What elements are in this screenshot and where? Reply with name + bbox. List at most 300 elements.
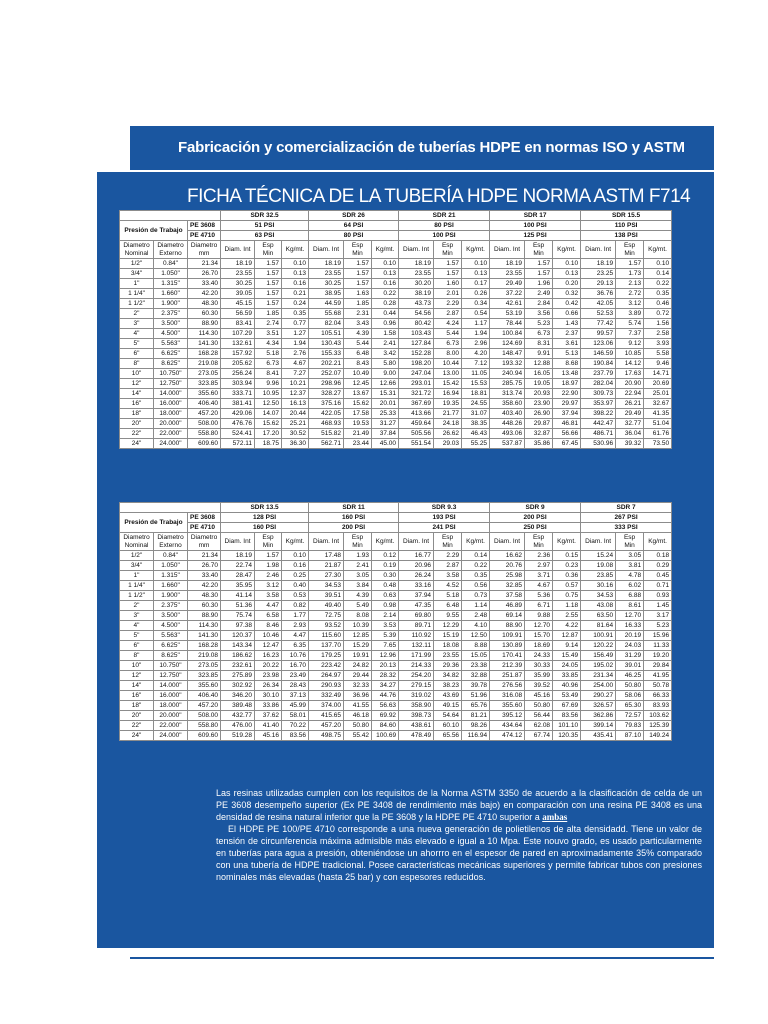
table-row xyxy=(120,329,672,339)
cell-value: 0.73 xyxy=(462,591,490,601)
cell-value: 353.97 xyxy=(581,399,616,409)
cell-value: 362.86 xyxy=(581,711,616,721)
cell-value: 23.55 xyxy=(309,269,344,279)
cell-value: 0.13 xyxy=(462,269,490,279)
cell-value: 58.06 xyxy=(616,691,644,701)
cell-value: 16.94 xyxy=(434,389,462,399)
cell-value: 43.08 xyxy=(581,601,616,611)
cell-value: 36.04 xyxy=(616,429,644,439)
cell-value: 0.35 xyxy=(644,289,672,299)
cell-value: 2.74 xyxy=(255,319,282,329)
cell-nominal: 1 1/2" xyxy=(120,591,154,601)
table-row xyxy=(120,259,672,269)
cell-value: 1.18 xyxy=(553,601,581,611)
table-row xyxy=(120,731,672,741)
cell-value: 1.57 xyxy=(255,259,282,269)
psi-pe3608: 100 PSI xyxy=(490,221,581,231)
cell-value: 1.57 xyxy=(525,269,553,279)
col-kg-mt: Kg/mt. xyxy=(462,241,490,259)
cell-value: 8.46 xyxy=(255,621,282,631)
cell-value: 15.62 xyxy=(255,419,282,429)
cell-value: 41.40 xyxy=(255,721,282,731)
cell-value: 30.10 xyxy=(255,691,282,701)
col-diam-int: Diam. Int xyxy=(221,533,255,551)
cell-value: 316.08 xyxy=(490,691,525,701)
cell-nominal: 3" xyxy=(120,319,154,329)
cell-value: 8.00 xyxy=(434,349,462,359)
cell-value: 6.48 xyxy=(434,601,462,611)
cell-value: 20.13 xyxy=(372,661,399,671)
cell-value: 2.14 xyxy=(372,611,399,621)
cell-value: 1.94 xyxy=(282,339,309,349)
cell-value: 8.61 xyxy=(616,601,644,611)
cell-value: 0.16 xyxy=(282,561,309,571)
table-row xyxy=(120,309,672,319)
cell-value: 120.35 xyxy=(553,731,581,741)
cell-value: 123.06 xyxy=(581,339,616,349)
cell-value: 1.57 xyxy=(434,259,462,269)
psi-pe3608: 110 PSI xyxy=(581,221,672,231)
cell-externo: 1.050" xyxy=(154,561,188,571)
cell-value: 7.65 xyxy=(372,641,399,651)
cell-value: 413.66 xyxy=(399,409,434,419)
cell-value: 130.43 xyxy=(309,339,344,349)
cell-value: 84.60 xyxy=(372,721,399,731)
cell-value: 0.14 xyxy=(644,269,672,279)
psi-pe3608: 200 PSI xyxy=(490,513,581,523)
header-row-sdr xyxy=(120,503,672,513)
cell-value: 63.50 xyxy=(581,611,616,621)
description-text xyxy=(216,787,702,883)
cell-value: 56.63 xyxy=(372,701,399,711)
cell-value: 29.44 xyxy=(344,671,372,681)
pressure-label: Presión de Trabajo xyxy=(120,513,188,533)
cell-value: 537.87 xyxy=(490,439,525,449)
cell-value: 83.41 xyxy=(221,319,255,329)
cell-value: 132.61 xyxy=(221,339,255,349)
cell-value: 34.82 xyxy=(434,671,462,681)
cell-value: 19.08 xyxy=(581,561,616,571)
cell-value: 1.73 xyxy=(616,269,644,279)
cell-value: 43.73 xyxy=(399,299,434,309)
cell-value: 3.05 xyxy=(616,551,644,561)
cell-value: 442.47 xyxy=(581,419,616,429)
cell-mm: 88.90 xyxy=(188,319,221,329)
cell-value: 10.76 xyxy=(282,651,309,661)
col-esp-min: Esp Min xyxy=(525,241,553,259)
cell-value: 3.17 xyxy=(644,611,672,621)
col-esp-min: Esp Min xyxy=(255,533,282,551)
table-row xyxy=(120,319,672,329)
cell-externo: 16.000" xyxy=(154,691,188,701)
col-esp-min: Esp Min xyxy=(255,241,282,259)
col-kg-mt: Kg/mt. xyxy=(282,241,309,259)
cell-value: 5.44 xyxy=(344,339,372,349)
cell-value: 45.16 xyxy=(255,731,282,741)
cell-value: 51.36 xyxy=(221,601,255,611)
table-row xyxy=(120,339,672,349)
table-row xyxy=(120,671,672,681)
cell-value: 0.45 xyxy=(644,571,672,581)
cell-value: 21.49 xyxy=(344,429,372,439)
cell-value: 3.53 xyxy=(372,621,399,631)
cell-value: 2.37 xyxy=(553,329,581,339)
cell-value: 0.10 xyxy=(372,259,399,269)
cell-nominal: 22" xyxy=(120,429,154,439)
cell-value: 3.61 xyxy=(553,339,581,349)
cell-value: 17.63 xyxy=(616,369,644,379)
cell-value: 28.43 xyxy=(282,681,309,691)
cell-value: 15.05 xyxy=(462,651,490,661)
cell-value: 493.06 xyxy=(490,429,525,439)
cell-value: 1.43 xyxy=(553,319,581,329)
cell-value: 149.24 xyxy=(644,731,672,741)
cell-mm: 26.70 xyxy=(188,269,221,279)
psi-pe4710: 160 PSI xyxy=(221,523,309,533)
cell-value: 44.59 xyxy=(309,299,344,309)
cell-value: 0.22 xyxy=(372,289,399,299)
col-diam-int: Diam. Int xyxy=(490,533,525,551)
cell-value: 15.19 xyxy=(434,631,462,641)
cell-value: 505.56 xyxy=(399,429,434,439)
col-kg-mt: Kg/mt. xyxy=(372,241,399,259)
cell-nominal: 8" xyxy=(120,359,154,369)
pe4710-label: PE 4710 xyxy=(188,231,221,241)
cell-externo: 14.000" xyxy=(154,681,188,691)
cell-value: 54.64 xyxy=(434,711,462,721)
cell-value: 0.29 xyxy=(644,561,672,571)
cell-value: 15.96 xyxy=(644,631,672,641)
cell-value: 50.80 xyxy=(525,701,553,711)
cell-mm: 323.85 xyxy=(188,379,221,389)
cell-value: 31.27 xyxy=(372,419,399,429)
sdr-label: SDR 17 xyxy=(490,211,581,221)
cell-value: 367.69 xyxy=(399,399,434,409)
header-row-pe4710 xyxy=(120,523,672,533)
cell-value: 24.82 xyxy=(344,661,372,671)
col-esp-min: Esp Min xyxy=(344,241,372,259)
cell-value: 20.90 xyxy=(616,379,644,389)
table-row xyxy=(120,721,672,731)
cell-externo: 10.750" xyxy=(154,661,188,671)
cell-value: 16.33 xyxy=(616,621,644,631)
cell-value: 303.94 xyxy=(221,379,255,389)
cell-value: 2.76 xyxy=(282,349,309,359)
header-row-pe3608 xyxy=(120,221,672,231)
cell-value: 17.48 xyxy=(309,551,344,561)
table-row xyxy=(120,349,672,359)
cell-value: 18.19 xyxy=(309,259,344,269)
cell-value: 23.55 xyxy=(399,269,434,279)
cell-value: 11.05 xyxy=(462,369,490,379)
cell-value: 97.38 xyxy=(221,621,255,631)
cell-value: 4.34 xyxy=(255,339,282,349)
cell-value: 23.44 xyxy=(344,439,372,449)
cell-mm: 42.20 xyxy=(188,581,221,591)
cell-nominal: 6" xyxy=(120,641,154,651)
psi-pe4710: 63 PSI xyxy=(221,231,309,241)
table-row xyxy=(120,289,672,299)
cell-mm: 88.90 xyxy=(188,611,221,621)
cell-value: 39.32 xyxy=(616,439,644,449)
cell-value: 1.85 xyxy=(344,299,372,309)
header-row-columns xyxy=(120,241,672,259)
cell-value: 34.53 xyxy=(581,591,616,601)
cell-value: 61.76 xyxy=(644,429,672,439)
cell-value: 67.69 xyxy=(553,701,581,711)
cell-value: 18.81 xyxy=(462,389,490,399)
cell-value: 38.95 xyxy=(309,289,344,299)
cell-value: 374.00 xyxy=(309,701,344,711)
cell-value: 56.66 xyxy=(553,429,581,439)
cell-value: 0.42 xyxy=(553,299,581,309)
cell-value: 23.49 xyxy=(282,671,309,681)
psi-pe4710: 200 PSI xyxy=(309,523,399,533)
cell-value: 4.10 xyxy=(462,621,490,631)
cell-value: 31.07 xyxy=(462,409,490,419)
cell-value: 2.93 xyxy=(282,621,309,631)
col-diam-int: Diam. Int xyxy=(221,241,255,259)
cell-mm: 21.34 xyxy=(188,259,221,269)
cell-value: 51.04 xyxy=(644,419,672,429)
cell-value: 476.76 xyxy=(221,419,255,429)
col-esp-min: Esp Min xyxy=(344,533,372,551)
header-row-pe3608 xyxy=(120,513,672,523)
cell-value: 0.75 xyxy=(553,591,581,601)
cell-value: 55.25 xyxy=(462,439,490,449)
cell-value: 120.37 xyxy=(221,631,255,641)
cell-value: 2.87 xyxy=(434,309,462,319)
cell-value: 193.32 xyxy=(490,359,525,369)
cell-value: 399.14 xyxy=(581,721,616,731)
table-row xyxy=(120,389,672,399)
cell-value: 313.74 xyxy=(490,389,525,399)
sdr-label: SDR 13.5 xyxy=(221,503,309,513)
psi-pe3608: 267 PSI xyxy=(581,513,672,523)
cell-value: 100.69 xyxy=(372,731,399,741)
datasheet-title: FICHA TÉCNICA DE LA TUBERÍA HDPE NORMA ASTM F714 xyxy=(187,186,691,207)
cell-value: 2.72 xyxy=(616,289,644,299)
table-row xyxy=(120,359,672,369)
cell-value: 12.45 xyxy=(344,379,372,389)
cell-value: 105.51 xyxy=(309,329,344,339)
cell-value: 1.56 xyxy=(644,319,672,329)
cell-externo: 0.84" xyxy=(154,551,188,561)
cell-mm: 42.20 xyxy=(188,289,221,299)
cell-value: 51.96 xyxy=(462,691,490,701)
cell-value: 403.40 xyxy=(490,409,525,419)
cell-value: 143.34 xyxy=(221,641,255,651)
pe4710-label: PE 4710 xyxy=(188,523,221,533)
spec-table-2 xyxy=(119,502,672,741)
cell-mm: 273.05 xyxy=(188,369,221,379)
cell-value: 28.32 xyxy=(372,671,399,681)
cell-value: 99.57 xyxy=(581,329,616,339)
cell-value: 155.33 xyxy=(309,349,344,359)
cell-value: 70.22 xyxy=(282,721,309,731)
cell-value: 26.62 xyxy=(434,429,462,439)
cell-value: 438.61 xyxy=(399,721,434,731)
cell-mm: 114.30 xyxy=(188,621,221,631)
cell-value: 0.19 xyxy=(372,561,399,571)
cell-value: 148.47 xyxy=(490,349,525,359)
footer-divider xyxy=(130,957,714,959)
cell-value: 0.56 xyxy=(462,581,490,591)
description-paragraph-2: El HDPE PE 100/PE 4710 corresponde a una nueva generación de polietilenos de alta densidadd. Tiene un valor de tensión de circunferencia máxima admisible más elevado e igual a 10 Mpa. Este nouvo grado, es usado particularmente en tuberías para agua a presión, obteniéndose un ahorrro en el espesor de pared en aproximadamente 35% comparado con una tubería de HDPE tradicional. Posee características mecánicas superiores y permite fabricar tubos con presiones nominales más elevadas (hasta 25 bar) y con espesores reducidos. xyxy=(216,824,702,882)
header-blank xyxy=(120,503,221,513)
cell-value: 19.53 xyxy=(344,419,372,429)
cell-nominal: 1 1/4" xyxy=(120,289,154,299)
cell-externo: 12.750" xyxy=(154,671,188,681)
cell-mm: 60.30 xyxy=(188,601,221,611)
cell-value: 434.64 xyxy=(490,721,525,731)
cell-mm: 141.30 xyxy=(188,339,221,349)
cell-value: 49.40 xyxy=(309,601,344,611)
cell-value: 3.58 xyxy=(434,571,462,581)
cell-nominal: 20" xyxy=(120,711,154,721)
cell-value: 4.78 xyxy=(616,571,644,581)
cell-mm: 323.85 xyxy=(188,671,221,681)
cell-value: 32.87 xyxy=(525,429,553,439)
cell-value: 478.49 xyxy=(399,731,434,741)
cell-value: 9.96 xyxy=(255,379,282,389)
cell-value: 0.16 xyxy=(372,279,399,289)
cell-nominal: 10" xyxy=(120,661,154,671)
cell-value: 30.25 xyxy=(309,279,344,289)
table-row xyxy=(120,711,672,721)
cell-value: 2.31 xyxy=(344,309,372,319)
cell-value: 103.43 xyxy=(399,329,434,339)
cell-value: 0.82 xyxy=(282,601,309,611)
cell-value: 8.68 xyxy=(553,359,581,369)
cell-value: 240.94 xyxy=(490,369,525,379)
cell-value: 69.14 xyxy=(490,611,525,621)
cell-value: 3.81 xyxy=(616,561,644,571)
col-kg-mt: Kg/mt. xyxy=(644,241,672,259)
table-row xyxy=(120,399,672,409)
cell-nominal: 24" xyxy=(120,439,154,449)
cell-value: 42.61 xyxy=(490,299,525,309)
cell-value: 0.46 xyxy=(644,299,672,309)
cell-value: 81.21 xyxy=(462,711,490,721)
cell-value: 231.34 xyxy=(581,671,616,681)
cell-value: 1.57 xyxy=(344,269,372,279)
cell-value: 100.91 xyxy=(581,631,616,641)
cell-value: 1.57 xyxy=(344,279,372,289)
cell-value: 1.77 xyxy=(282,611,309,621)
header-title: Fabricación y comercialización de tuberías HDPE en normas ISO y ASTM xyxy=(178,139,685,156)
cell-value: 1.63 xyxy=(344,289,372,299)
cell-value: 3.56 xyxy=(525,309,553,319)
cell-value: 23.55 xyxy=(221,269,255,279)
cell-value: 4.67 xyxy=(282,359,309,369)
cell-value: 132.11 xyxy=(399,641,434,651)
cell-value: 75.74 xyxy=(221,611,255,621)
cell-externo: 18.000" xyxy=(154,409,188,419)
cell-value: 10.85 xyxy=(616,349,644,359)
cell-value: 12.70 xyxy=(616,611,644,621)
cell-value: 29.84 xyxy=(644,661,672,671)
header-row-pe4710 xyxy=(120,231,672,241)
cell-value: 38.35 xyxy=(462,419,490,429)
cell-mm: 48.30 xyxy=(188,299,221,309)
cell-value: 3.93 xyxy=(644,339,672,349)
cell-nominal: 12" xyxy=(120,379,154,389)
cell-value: 16.13 xyxy=(282,399,309,409)
table-row xyxy=(120,621,672,631)
cell-value: 37.13 xyxy=(282,691,309,701)
cell-value: 137.70 xyxy=(309,641,344,651)
cell-mm: 406.40 xyxy=(188,399,221,409)
cell-value: 72.75 xyxy=(309,611,344,621)
cell-value: 0.16 xyxy=(282,279,309,289)
cell-value: 62.08 xyxy=(525,721,553,731)
cell-externo: 18.000" xyxy=(154,701,188,711)
cell-value: 321.72 xyxy=(399,389,434,399)
cell-value: 49.15 xyxy=(434,701,462,711)
cell-value: 39.51 xyxy=(309,591,344,601)
cell-value: 0.26 xyxy=(462,289,490,299)
cell-nominal: 16" xyxy=(120,691,154,701)
table-row xyxy=(120,591,672,601)
cell-value: 107.29 xyxy=(221,329,255,339)
cell-value: 24.18 xyxy=(434,419,462,429)
cell-value: 31.29 xyxy=(616,651,644,661)
cell-value: 18.19 xyxy=(581,259,616,269)
cell-externo: 1.900" xyxy=(154,591,188,601)
cell-value: 67.74 xyxy=(525,731,553,741)
cell-externo: 16.000" xyxy=(154,399,188,409)
cell-value: 65.56 xyxy=(434,731,462,741)
cell-value: 127.84 xyxy=(399,339,434,349)
cell-value: 45.16 xyxy=(525,691,553,701)
cell-value: 12.66 xyxy=(372,379,399,389)
cell-value: 18.97 xyxy=(553,379,581,389)
cell-value: 0.12 xyxy=(372,551,399,561)
cell-value: 1.57 xyxy=(255,299,282,309)
table-row xyxy=(120,601,672,611)
cell-externo: 1.660" xyxy=(154,581,188,591)
cell-value: 448.26 xyxy=(490,419,525,429)
table-row xyxy=(120,429,672,439)
sdr-label: SDR 21 xyxy=(399,211,490,221)
cell-value: 13.00 xyxy=(434,369,462,379)
cell-value: 23.90 xyxy=(525,399,553,409)
cell-externo: 6.625" xyxy=(154,349,188,359)
cell-value: 29.97 xyxy=(553,399,581,409)
cell-value: 33.85 xyxy=(553,671,581,681)
cell-value: 25.01 xyxy=(644,389,672,399)
cell-value: 2.87 xyxy=(434,561,462,571)
table-row xyxy=(120,581,672,591)
cell-externo: 14.000" xyxy=(154,389,188,399)
cell-value: 2.41 xyxy=(344,561,372,571)
cell-value: 285.75 xyxy=(490,379,525,389)
cell-mm: 457.20 xyxy=(188,701,221,711)
cell-value: 358.60 xyxy=(490,399,525,409)
cell-value: 83.56 xyxy=(553,711,581,721)
cell-value: 459.64 xyxy=(399,419,434,429)
cell-value: 0.71 xyxy=(644,581,672,591)
cell-value: 7.37 xyxy=(616,329,644,339)
cell-value: 486.71 xyxy=(581,429,616,439)
cell-externo: 1.900" xyxy=(154,299,188,309)
pe3608-label: PE 3608 xyxy=(188,513,221,523)
cell-value: 2.84 xyxy=(525,299,553,309)
cell-value: 15.53 xyxy=(462,379,490,389)
cell-value: 29.13 xyxy=(581,279,616,289)
sdr-label: SDR 11 xyxy=(309,503,399,513)
